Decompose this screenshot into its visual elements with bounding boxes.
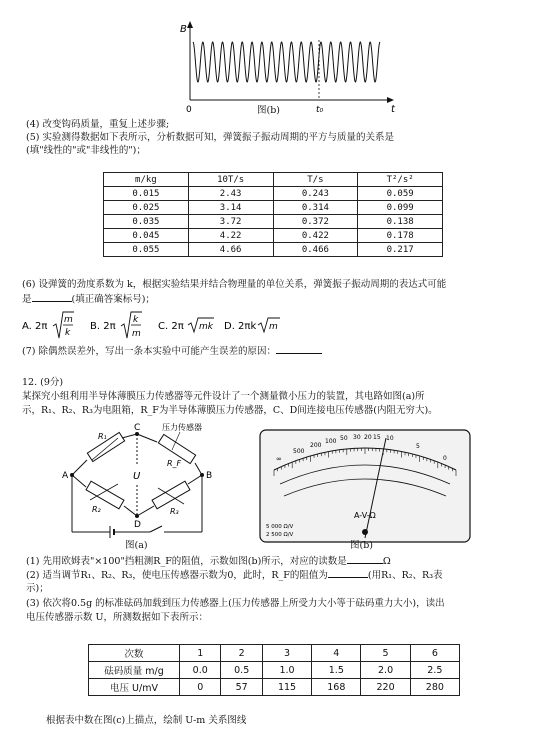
switch <box>150 526 162 532</box>
answer-options <box>22 308 342 342</box>
question-12-title: 12. (9分) <box>22 377 64 388</box>
table-cell: 0.5 <box>221 662 262 679</box>
table-cell: 3.72 <box>188 215 273 229</box>
question-6-suffix: (填正确答案标号)； <box>71 294 155 305</box>
sub-question-3-line2: 电压传感器示数 U，所测数据如下表所示： <box>26 612 209 623</box>
table-header-row <box>89 645 460 662</box>
question-6-line1: (6) 设弹簧的劲度系数为 k，根据实验结果并结合物理量的单位关系，弹簧振子振动周期的表达式可能 <box>22 279 447 290</box>
scale-label: 15 <box>373 434 381 441</box>
table-header-cell: T/s <box>273 173 358 187</box>
table-cell: 57 <box>221 679 262 696</box>
svg-text:m: m <box>132 329 141 339</box>
sub-question-2 <box>26 568 443 582</box>
table-cell: 1.5 <box>312 662 361 679</box>
scale-label: 500 <box>293 448 305 455</box>
oscillation-figure <box>175 18 400 118</box>
table-cell: 3.14 <box>188 201 273 215</box>
table-cell: 0.314 <box>273 201 358 215</box>
scale-label: 200 <box>310 442 322 449</box>
table-row <box>89 679 460 696</box>
node-d-label: D <box>134 520 141 530</box>
node-c-label: C <box>134 423 141 433</box>
figure-caption-a: 图(a) <box>125 540 148 551</box>
scale-label: 0 <box>443 455 447 462</box>
bridge-circuit-figure <box>62 420 227 545</box>
question-5-line1: (5) 实验测得数据如下表所示，分析数据可知，弹簧振子振动周期的平方与质量的关系是 <box>26 132 394 143</box>
scale-label: 30 <box>353 434 361 441</box>
answer-blank <box>347 554 383 564</box>
node-b-label: B <box>206 471 213 481</box>
table-cell: 1.0 <box>262 662 311 679</box>
pressure-sensor-label: 压力传感器 <box>162 423 202 432</box>
table-cell: 0.466 <box>273 243 358 257</box>
table-cell: 0.0 <box>180 662 221 679</box>
question-5-line2: (填"线性的"或"非线性的")； <box>26 145 146 156</box>
table-header-cell: 6 <box>410 645 459 662</box>
question-6-line2 <box>22 292 155 306</box>
option-c-label: C. 2π <box>158 321 184 332</box>
table-cell: 2.43 <box>188 187 273 201</box>
sub-question-1-text: (1) 先用欧姆表"×100"挡粗测R_F的阻值，示数如图(b)所示，对应的读数是 <box>26 556 347 567</box>
question-12-line1: 某探究小组利用半导体薄膜压力传感器等元件设计了一个测量微小压力的装置，其电路如图(a)所 <box>22 391 425 402</box>
table-cell: 0.243 <box>273 187 358 201</box>
table-cell: 115 <box>262 679 311 696</box>
table-header-cell: 5 <box>361 645 410 662</box>
table-cell: 280 <box>410 679 459 696</box>
scale-label: 10 <box>386 435 394 442</box>
question-7 <box>22 344 322 358</box>
svg-text:m: m <box>64 315 73 325</box>
table-header-cell: 2 <box>221 645 262 662</box>
table-header-cell: 10T/s <box>188 173 273 187</box>
table-cell: 0.217 <box>358 243 443 257</box>
table-cell: 0 <box>180 679 221 696</box>
scale-label: 5 <box>416 443 420 450</box>
t0-label: t₀ <box>316 105 324 115</box>
origin-label: 0 <box>186 105 192 115</box>
sub-question-3-line1: (3) 依次将0.5g 的标准砝码加载到压力传感器上(压力传感器上所受力大小等于砝码重力大小)，读出 <box>26 598 445 609</box>
table-cell: 0.099 <box>358 201 443 215</box>
resistor-r3 <box>152 481 190 509</box>
meter-spec-2: 2 500 Ω/V <box>266 532 294 538</box>
table-header-cell: T²/s² <box>358 173 443 187</box>
svg-text:mk: mk <box>199 322 213 332</box>
answer-blank <box>32 292 72 302</box>
meter-spec-1: 5 000 Ω/V <box>266 524 294 530</box>
table-row <box>104 187 443 201</box>
option-b-label: B. 2π <box>90 321 116 332</box>
answer-blank <box>276 344 322 354</box>
node-a-label: A <box>62 471 69 481</box>
multimeter-figure <box>258 428 473 546</box>
y-axis-label: B <box>180 24 187 35</box>
table-cell: 0.372 <box>273 215 358 229</box>
table-cell: 4.22 <box>188 229 273 243</box>
table-row <box>89 662 460 679</box>
table-header-row <box>104 173 443 187</box>
svg-text:k: k <box>133 315 139 325</box>
r2-label: R₂ <box>92 505 101 514</box>
data-table-2 <box>88 644 460 696</box>
table-cell: 0.059 <box>358 187 443 201</box>
scale-label: ∞ <box>276 455 282 463</box>
table-cell: 2.0 <box>361 662 410 679</box>
table-row <box>104 229 443 243</box>
question-7-text: (7) 除偶然误差外，写出一条本实验中可能产生误差的原因： <box>22 346 276 357</box>
data-table-1 <box>103 172 443 257</box>
sub-question-2-suffix: (用R₁、R₂、R₃表 <box>367 570 443 581</box>
table-row <box>104 201 443 215</box>
table-header-cell: 1 <box>180 645 221 662</box>
r3-label: R₃ <box>170 507 179 516</box>
final-instruction: 根据表中数在图(c)上描点，绘制 U-m 关系图线 <box>46 715 247 726</box>
sub-question-2-text: (2) 适当调节R₁、R₂、R₃，使电压传感器示数为0，此时，R_F的阻值为 <box>26 570 328 581</box>
table-row <box>104 215 443 229</box>
options-formulas <box>22 308 342 342</box>
question-6-prefix: 是 <box>22 294 32 305</box>
table-cell: 电压 U/mV <box>89 679 180 696</box>
table-cell: 0.178 <box>358 229 443 243</box>
r1-label: R₁ <box>98 432 107 441</box>
table-header-cell: 次数 <box>89 645 180 662</box>
table-cell: 220 <box>361 679 410 696</box>
unit-ohm: Ω <box>382 556 391 567</box>
meter-unit: A-V-Ω <box>354 511 376 520</box>
option-d-label: D. 2πk <box>224 321 257 332</box>
table-cell: 0.422 <box>273 229 358 243</box>
figure-caption-b: 图(b) <box>257 105 280 116</box>
answer-blank <box>328 568 368 578</box>
table-row <box>104 243 443 257</box>
table-cell: 2.5 <box>410 662 459 679</box>
x-axis-label: t <box>391 104 395 115</box>
table-cell: 0.138 <box>358 215 443 229</box>
table-cell: 0.045 <box>104 229 189 243</box>
scale-label: 100 <box>325 438 337 445</box>
table-cell: 砝码质量 m/g <box>89 662 180 679</box>
table-header-cell: m/kg <box>104 173 189 187</box>
table-cell: 0.035 <box>104 215 189 229</box>
svg-text:k: k <box>65 328 71 338</box>
oscillation-wave <box>193 42 380 82</box>
table-cell: 0.015 <box>104 187 189 201</box>
table-header-cell: 3 <box>262 645 311 662</box>
question-12-line2: 示，R₁、R₂、R₃为电阻箱，R_F为半导体薄膜压力传感器，C、D间连接电压传感器(内阻无穷大)。 <box>22 405 438 416</box>
table-cell: 168 <box>312 679 361 696</box>
table-cell: 4.66 <box>188 243 273 257</box>
scale-label: 20 <box>364 434 372 441</box>
sub-question-2-end: 示)； <box>26 583 49 594</box>
table-cell: 0.055 <box>104 243 189 257</box>
svg-text:m: m <box>269 322 278 332</box>
rf-label: R_F <box>167 459 182 468</box>
option-a-label: A. 2π <box>22 321 48 332</box>
scale-label: 50 <box>340 435 348 442</box>
question-4: (4) 改变钩码质量，重复上述步骤; <box>26 119 170 130</box>
table-cell: 0.025 <box>104 201 189 215</box>
table-header-cell: 4 <box>312 645 361 662</box>
figure-caption-meter: 图(b) <box>350 540 373 551</box>
sub-question-1 <box>26 554 391 568</box>
voltage-u-label: U <box>133 471 141 482</box>
